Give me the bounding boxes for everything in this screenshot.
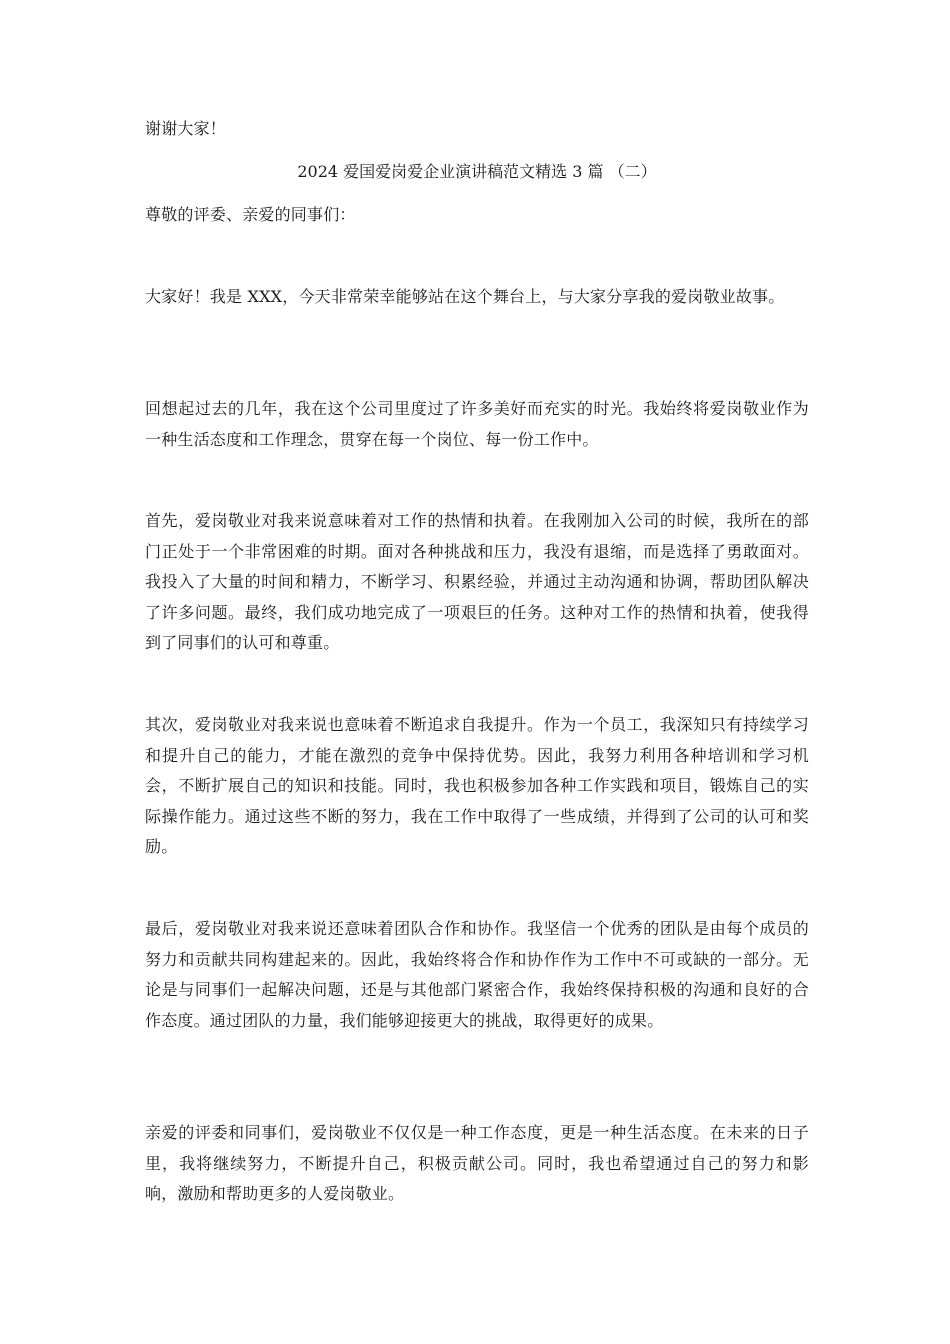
- paragraph-second: 其次，爱岗敬业对我来说也意味着不断追求自我提升。作为一个员工，我深知只有持续学习和提升自己的能力，才能在激烈的竞争中保持优势。因此，我努力利用各种培训和学习机会，不断扩展自己的知识和技能。同时，我也积极参加各种工作实践和项目，锻炼自己的实际操作能力。通过这些不断的努力，我在工作中取得了一些成绩，并得到了公司的认可和奖励。: [145, 715, 809, 856]
- paragraph-intro: 大家好！我是 XXX，今天非常荣幸能够站在这个舞台上，与大家分享我的爱岗敬业故事。: [145, 287, 785, 306]
- paragraph-closing: 亲爱的评委和同事们，爱岗敬业不仅仅是一种工作态度，更是一种生活态度。在未来的日子里，我将继续努力，不断提升自己，积极贡献公司。同时，我也希望通过自己的努力和影响，激励和帮助更多的人爱岗敬业。: [145, 1123, 809, 1203]
- paragraph-first: 首先，爱岗敬业对我来说意味着对工作的热情和执着。在我刚加入公司的时候，我所在的部门正处于一个非常困难的时期。面对各种挑战和压力，我没有退缩，而是选择了勇敢面对。我投入了大量的时间和精力，不断学习、积累经验，并通过主动沟通和协调，帮助团队解决了许多问题。最终，我们成功地完成了一项艰巨的任务。这种对工作的热情和执着，使我得到了同事们的认可和尊重。: [145, 511, 809, 652]
- paragraph-last: 最后，爱岗敬业对我来说还意味着团队合作和协作。我坚信一个优秀的团队是由每个成员的努力和贡献共同构建起来的。因此，我始终将合作和协作作为工作中不可或缺的一部分。无论是与同事们一起解决问题，还是与其他部门紧密合作，我始终保持积极的沟通和良好的合作态度。通过团队的力量，我们能够迎接更大的挑战，取得更好的成果。: [145, 919, 809, 1030]
- salutation: 尊敬的评委、亲爱的同事们：: [145, 205, 356, 224]
- paragraph-recollection: 回想起过去的几年，我在这个公司里度过了许多美好而充实的时光。我始终将爱岗敬业作为一种生活态度和工作理念，贯穿在每一个岗位、每一份工作中。: [145, 399, 809, 449]
- speech-title: 2024 爱国爱岗爱企业演讲稿范文精选 3 篇 （二）: [297, 162, 657, 181]
- closing-thanks: 谢谢大家！: [145, 119, 227, 138]
